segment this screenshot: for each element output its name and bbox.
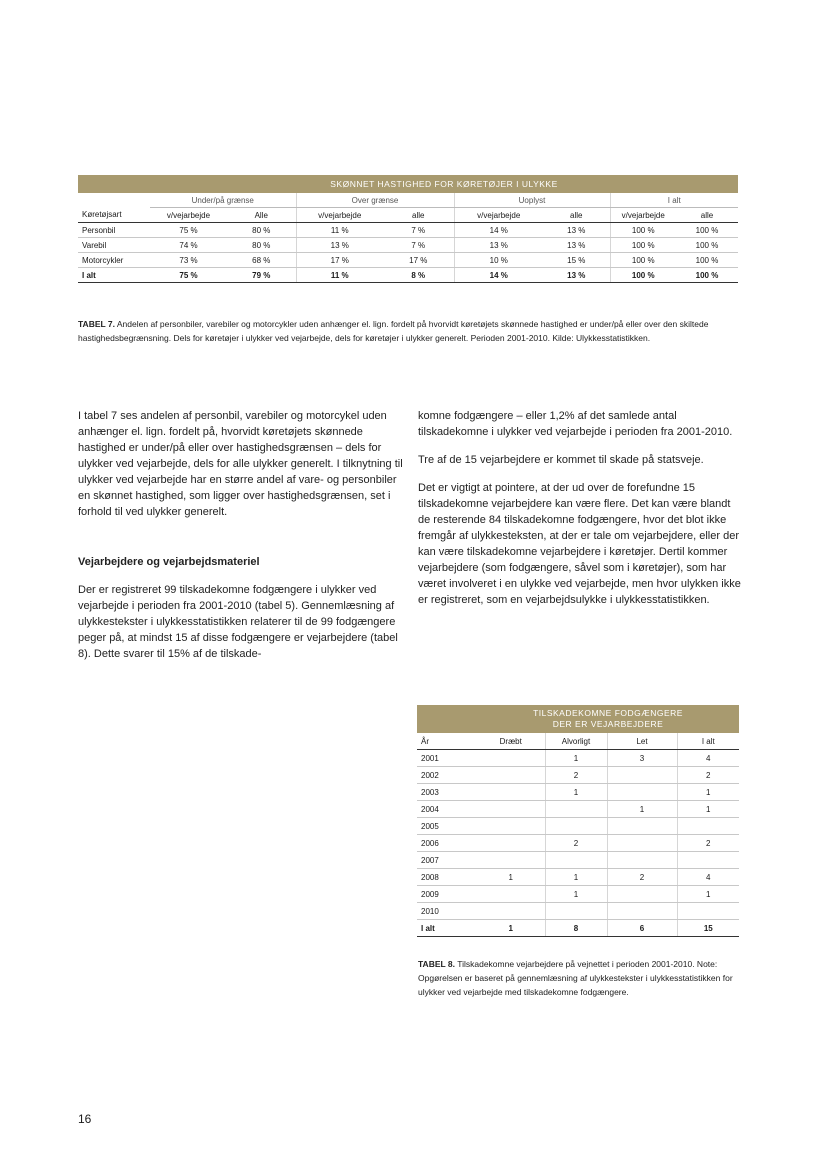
cell: 1 (677, 886, 739, 903)
cell: 15 (677, 920, 739, 937)
column-header: Alle (227, 208, 296, 223)
cell: 1 (607, 801, 677, 818)
table-7-caption (78, 317, 742, 345)
table-row (417, 903, 739, 920)
group-label: Over grænse (296, 193, 454, 208)
cell: 6 (607, 920, 677, 937)
caption-text: Andelen af personbiler, varebiler og motorcykler uden anhænger el. lign. fordelt på hvorvidt køretøjets skønnede hastighed er under/på eller over den skiltede hastighedsbegrænsning. Dels for køretøjer i ulykker ved vejarbejde, dels for køretøjer i ulykker generelt. Perioden 2001-2010. Kilde: Ulykkesstatistikken. (78, 319, 709, 343)
cell (677, 818, 739, 835)
cell: 1 (545, 886, 607, 903)
cell: 7 % (383, 223, 454, 238)
cell (545, 852, 607, 869)
column-header: alle (383, 208, 454, 223)
paragraph: I tabel 7 ses andelen af personbil, varebiler og motorcykel uden anhænger el. lign. fordelt på, hvorvidt køretøjets skønnede hastighed er under/på eller over hastighedsgrænsen – dels for ulykker ved vejarbejde, dels for alle ulykker generelt. I tilknytning til ulykker ved vejarbejde har en større andel af vare- og personbiler en skønnet hastighed, som ligger over hastighedsgrænsen, set i forhold til ved ulykker generelt. (78, 410, 403, 518)
group-label: Uoplyst (454, 193, 610, 208)
column-header: I alt (677, 733, 739, 750)
table-row (417, 784, 739, 801)
cell: 2 (677, 835, 739, 852)
column-header: Alvorligt (545, 733, 607, 750)
cell: 2 (677, 767, 739, 784)
cell: 2007 (417, 852, 477, 869)
cell: 100 % (676, 253, 738, 268)
table-header-blank (417, 705, 477, 733)
table-8 (417, 705, 739, 937)
cell: 7 % (383, 238, 454, 253)
cell (477, 886, 545, 903)
left-column (78, 408, 404, 674)
cell: 8 (545, 920, 607, 937)
paragraph: Tre af de 15 vejarbejdere er kommet til skade på statsveje. (418, 454, 704, 466)
cell (545, 818, 607, 835)
group-label: Under/på grænse (150, 193, 296, 208)
cell: 68 % (227, 253, 296, 268)
cell: 100 % (676, 268, 738, 283)
cell: 2010 (417, 903, 477, 920)
cell (677, 852, 739, 869)
column-header: alle (543, 208, 610, 223)
header-line: TILSKADEKOMNE FODGÆNGERE (533, 708, 683, 718)
group-label: I alt (610, 193, 738, 208)
cell: Motorcykler (78, 253, 150, 268)
caption-label: TABEL 7. (78, 319, 115, 329)
cell: I alt (417, 920, 477, 937)
cell (607, 886, 677, 903)
table-row (417, 886, 739, 903)
cell: 3 (607, 750, 677, 767)
cell (477, 750, 545, 767)
cell: 8 % (383, 268, 454, 283)
right-column (418, 408, 744, 620)
cell: 13 % (543, 238, 610, 253)
cell: 13 % (454, 238, 543, 253)
header-line: DER ER VEJARBEJDERE (552, 719, 664, 729)
cell (477, 852, 545, 869)
cell (607, 835, 677, 852)
section-heading: Vejarbejdere og vejarbejdsmateriel (78, 556, 260, 568)
table-row (78, 253, 738, 268)
table-row (417, 869, 739, 886)
paragraph: Det er vigtigt at pointere, at der ud over de forefundne 15 tilskadekomne vejarbejdere kan være flere. Det kan være blandt de resterende 84 tilskadekomne fodgængere, hvor det blot ikke fremgår af ulykkesteksten, at der er tale om vejarbejdere, eller der kan være tilskadekomne vejarbejdere i køretøjer. Dertil kommer vejarbejdere (som fodgængere, såvel som i køretøjer), som har været involveret i en ulykke ved vejarbejde, men hvor ulykken ikke er registreret, som en vejarbejdsulykke i ulykkesstatistikken. (418, 482, 741, 606)
cell: 14 % (454, 223, 543, 238)
table-row (78, 223, 738, 238)
table-7 (78, 175, 738, 283)
cell (607, 852, 677, 869)
cell: 2 (545, 767, 607, 784)
caption-text: Tilskadekomne vejarbejdere på vejnettet i perioden 2001-2010. Note: Opgørelsen er baseret på gennemlæsning af ulykkestekster i ulykkesstatistikken for ulykker ved vejarbejde med tilskadekomne fodgængere. (418, 959, 733, 997)
table-row (417, 767, 739, 784)
column-header: v/vejarbejde (610, 208, 676, 223)
cell: 2001 (417, 750, 477, 767)
column-header: v/vejarbejde (454, 208, 543, 223)
cell: 14 % (454, 268, 543, 283)
column-header: År (417, 733, 477, 750)
table-row (417, 818, 739, 835)
cell (477, 903, 545, 920)
cell: 74 % (150, 238, 227, 253)
column-header: alle (676, 208, 738, 223)
cell: 17 % (383, 253, 454, 268)
cell (477, 784, 545, 801)
cell: 100 % (610, 268, 676, 283)
cell (607, 767, 677, 784)
cell (545, 801, 607, 818)
cell: 17 % (296, 253, 383, 268)
cell: 4 (677, 869, 739, 886)
cell: 75 % (150, 223, 227, 238)
paragraph: komne fodgængere – eller 1,2% af det samlede antal tilskadekomne i ulykker ved vejarbejde i perioden fra 2001-2010. (418, 410, 733, 438)
table-row (417, 835, 739, 852)
column-header: v/vejarbejde (150, 208, 227, 223)
cell: 75 % (150, 268, 227, 283)
cell: 1 (545, 784, 607, 801)
column-header: v/vejarbejde (296, 208, 383, 223)
caption-label: TABEL 8. (418, 959, 455, 969)
cell: 15 % (543, 253, 610, 268)
cell: 2004 (417, 801, 477, 818)
cell: 2 (545, 835, 607, 852)
cell (607, 784, 677, 801)
cell: 4 (677, 750, 739, 767)
cell (477, 767, 545, 784)
cell (477, 801, 545, 818)
cell: 2 (607, 869, 677, 886)
cell: 100 % (610, 223, 676, 238)
table-header (477, 705, 739, 733)
cell (607, 903, 677, 920)
cell: 100 % (610, 253, 676, 268)
cell: 13 % (543, 223, 610, 238)
cell (677, 903, 739, 920)
cell: 11 % (296, 268, 383, 283)
cell: 100 % (676, 223, 738, 238)
cell: 2006 (417, 835, 477, 852)
cell: 13 % (296, 238, 383, 253)
cell: 1 (477, 869, 545, 886)
table-total-row (417, 920, 739, 937)
cell: I alt (78, 268, 150, 283)
cell: 80 % (227, 223, 296, 238)
cell: Personbil (78, 223, 150, 238)
cell: 2003 (417, 784, 477, 801)
cell: 100 % (676, 238, 738, 253)
cell (607, 818, 677, 835)
cell: 13 % (543, 268, 610, 283)
cell (545, 903, 607, 920)
page-number: 16 (78, 1112, 92, 1126)
cell: 2009 (417, 886, 477, 903)
cell: 2005 (417, 818, 477, 835)
table-row (417, 801, 739, 818)
cell: 100 % (610, 238, 676, 253)
cell: Varebil (78, 238, 150, 253)
cell (477, 835, 545, 852)
table-header-blank (78, 175, 150, 193)
cell: 79 % (227, 268, 296, 283)
table-total-row (78, 268, 738, 283)
table-header: SKØNNET HASTIGHED FOR KØRETØJER I ULYKKE (150, 175, 738, 193)
table-8-caption (418, 957, 740, 999)
cell: 1 (477, 920, 545, 937)
table-row (78, 238, 738, 253)
column-header: Køretøjsart (78, 208, 150, 223)
table-row (417, 852, 739, 869)
cell: 1 (545, 750, 607, 767)
column-header: Let (607, 733, 677, 750)
cell: 1 (677, 784, 739, 801)
cell (477, 818, 545, 835)
cell: 2002 (417, 767, 477, 784)
cell: 80 % (227, 238, 296, 253)
paragraph: Der er registreret 99 tilskadekomne fodgængere i ulykker ved vejarbejde i perioden fra 2001-2010 (tabel 5). Gennemlæsning af ulykkestekster i ulykkesstatistikken relaterer til de 99 fodgængere peger på, at mindst 15 af disse fodgængere er vejarbejdere (tabel 8). Dette svarer til 15% af de tilskade- (78, 584, 398, 660)
cell: 2008 (417, 869, 477, 886)
column-header: Dræbt (477, 733, 545, 750)
cell: 11 % (296, 223, 383, 238)
cell: 73 % (150, 253, 227, 268)
cell: 10 % (454, 253, 543, 268)
table-row (417, 750, 739, 767)
cell: 1 (677, 801, 739, 818)
group-blank (78, 193, 150, 208)
cell: 1 (545, 869, 607, 886)
